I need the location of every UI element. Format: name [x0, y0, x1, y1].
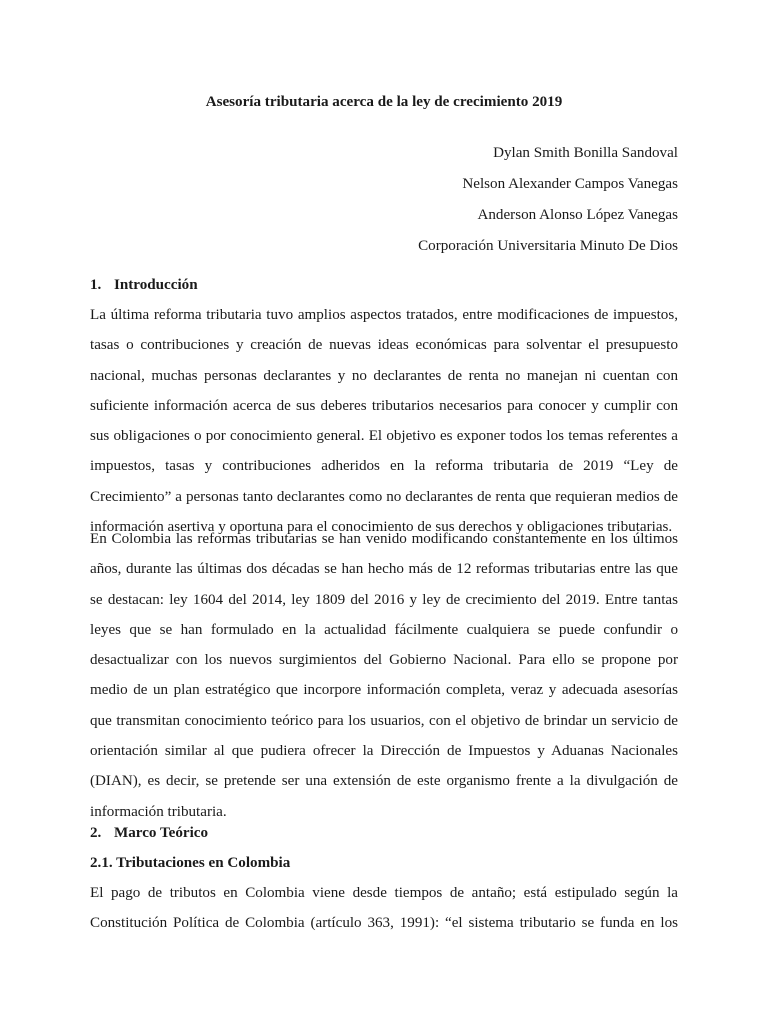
paragraph-line: que transmitan conocimiento teórico para los usuarios, con el objetivo de brindar un servicio de	[90, 712, 678, 729]
paragraph-line: orientación similar al que pudiera ofrecer la Dirección de Impuestos y Aduanas Nacionales	[90, 743, 678, 760]
section-number: 2.	[90, 825, 102, 841]
paragraph-line: sus obligaciones o por conocimiento general. El objetivo es exponer todos los temas referentes a	[90, 428, 678, 445]
author-block	[90, 138, 678, 262]
paragraph-line: años, durante las últimas dos décadas se han hecho más de 12 reformas tributarias entre las que	[90, 561, 678, 578]
paragraph-line: tasas o contribuciones y creación de nuevas ideas económicas para solventar el presupuesto	[90, 337, 678, 354]
paragraph-line: se destacan: ley 1604 del 2014, ley 1809 del 2016 y ley de crecimiento del 2019. Entre tantas	[90, 591, 678, 608]
paragraph-line: nacional, muchas personas declarantes y no declarantes de renta no manejan ni cuentan con	[90, 367, 678, 384]
author-affiliation: Corporación Universitaria Minuto De Dios	[418, 238, 678, 254]
paragraph-introduccion-2	[90, 524, 678, 827]
author-name: Nelson Alexander Campos Vanegas	[462, 176, 678, 192]
paragraph-line: (DIAN), es decir, se pretende ser una extensión de este organismo frente a la divulgación de	[90, 773, 678, 790]
author-name: Dylan Smith Bonilla Sandoval	[493, 145, 678, 161]
section-number: 1.	[90, 277, 102, 293]
paragraph-line: El pago de tributos en Colombia viene desde tiempos de antaño; está estipulado según la	[90, 885, 678, 901]
paragraph-line: Constitución Política de Colombia (artículo 363, 1991): “el sistema tributario se funda en los	[90, 915, 678, 932]
paragraph-line: información tributaria.	[90, 803, 227, 820]
section-title: Introducción	[114, 277, 198, 293]
section-heading-marco-teorico	[90, 823, 208, 843]
paragraph-line: suficiente información acerca de sus deberes tributarios necesarios para conocer y cumplir con	[90, 397, 678, 414]
section-title: Marco Teórico	[114, 825, 209, 841]
section-heading-introduccion	[90, 275, 198, 295]
paragraph-line: medio de un plan estratégico que incorpore información completa, veraz y adecuada asesorías	[90, 682, 678, 699]
paragraph-line: impuestos, tasas y contribuciones adheridos en la reforma tributaria de 2019 “Ley de	[90, 458, 678, 475]
paragraph-line: desactualizar con los nuevos surgimientos del Gobierno Nacional. Para ello se propone por	[90, 652, 678, 669]
paragraph-line: Crecimiento” a personas tanto declarantes como no declarantes de renta que requieran medios de	[90, 488, 678, 505]
paragraph-line: leyes que se han formulado en la actualidad fácilmente cualquiera se puede confundir o	[90, 621, 678, 638]
paragraph-introduccion-1	[90, 300, 678, 542]
paragraph-line: En Colombia las reformas tributarias se han venido modificando constantemente en los últimos	[90, 531, 678, 547]
paragraph-tributaciones	[90, 878, 678, 939]
paragraph-line: La última reforma tributaria tuvo amplios aspectos tratados, entre modificaciones de impuestos,	[90, 307, 678, 323]
document-title: Asesoría tributaria acerca de la ley de crecimiento 2019	[205, 94, 563, 110]
subsection-heading: 2.1. Tributaciones en Colombia	[90, 855, 291, 871]
author-name: Anderson Alonso López Vanegas	[477, 207, 678, 223]
paragraph-line: información asertiva y oportuna para el conocimiento de sus derechos y obligaciones tributarias.	[90, 519, 673, 536]
